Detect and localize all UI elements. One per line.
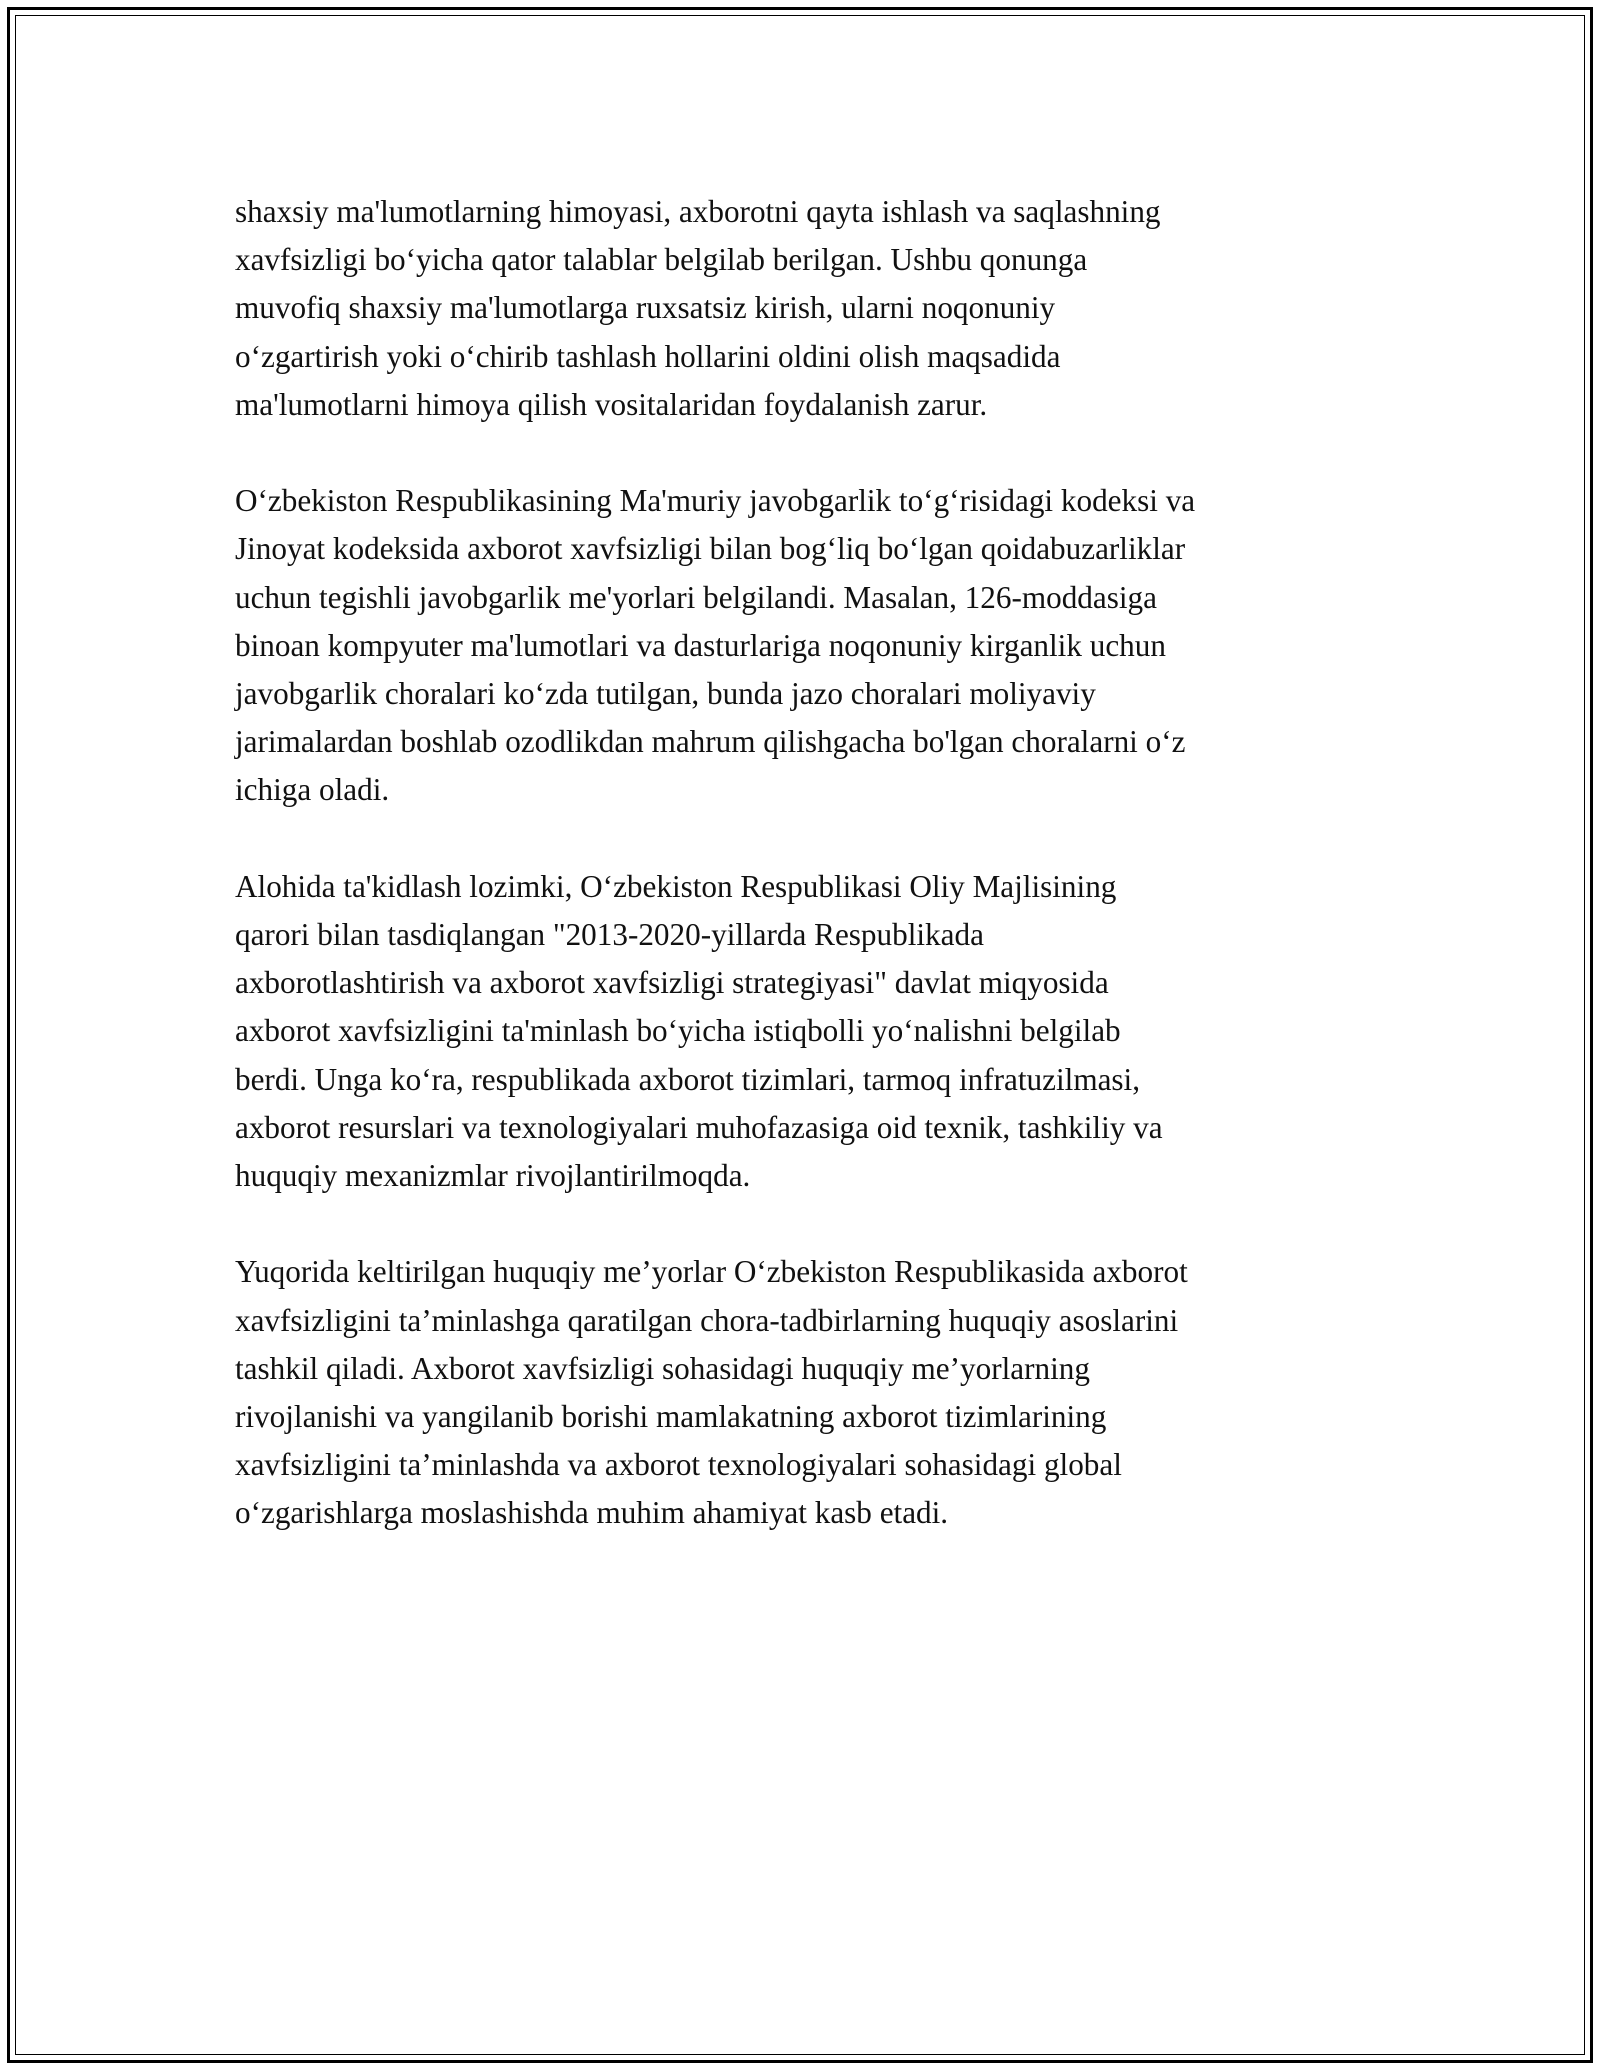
text-line: Jinoyat kodeksida axborot xavfsizligi bilan bog‘liq bo‘lgan qoidabuzarliklar [235, 531, 1186, 567]
text-line: O‘zbekiston Respublikasining Ma'muriy javobgarlik to‘g‘risidagi kodeksi va [235, 483, 1196, 519]
text-line: rivojlanishi va yangilanib borishi mamlakatning axborot tizimlarining [235, 1399, 1107, 1435]
text-line: axborotlashtirish va axborot xavfsizligi strategiyasi" davlat miqyosida [235, 965, 1109, 1001]
text-line: ichiga oladi. [235, 772, 390, 808]
paragraph-2 [235, 477, 1385, 814]
text-line: huquqiy mexanizmlar rivojlantirilmoqda. [235, 1158, 751, 1194]
text-line: Yuqorida keltirilgan huquqiy me’yorlar O‘zbekiston Respublikasida axborot [235, 1254, 1188, 1290]
text-line: axborot xavfsizligini ta'minlash bo‘yicha istiqbolli yo‘nalishni belgilab [235, 1013, 1121, 1049]
text-line: jarimalardan boshlab ozodlikdan mahrum qilishgacha bo'lgan choralarni o‘z [235, 724, 1186, 760]
text-line: xavfsizligini ta’minlashga qaratilgan chora-tadbirlarning huquqiy asoslarini [235, 1302, 1179, 1338]
paragraph-1 [235, 188, 1385, 429]
text-line: berdi. Unga ko‘ra, respublikada axborot tizimlari, tarmoq infratuzilmasi, [235, 1061, 1141, 1097]
text-line: Alohida ta'kidlash lozimki, O‘zbekiston Respublikasi Oliy Majlisining [235, 868, 1117, 904]
text-line: binoan kompyuter ma'lumotlari va dasturlariga noqonuniy kirganlik uchun [235, 627, 1166, 663]
text-line: qarori bilan tasdiqlangan "2013-2020-yillarda Respublikada [235, 917, 984, 953]
text-line: xavfsizligi bo‘yicha qator talablar belgilab berilgan. Ushbu qonunga [235, 242, 1088, 278]
text-line: shaxsiy ma'lumotlarning himoyasi, axborotni qayta ishlash va saqlashning [235, 194, 1161, 229]
text-line: uchun tegishli javobgarlik me'yorlari belgilandi. Masalan, 126-moddasiga [235, 579, 1157, 615]
document-body [235, 188, 1385, 1538]
text-line: ma'lumotlarni himoya qilish vositalaridan foydalanish zarur. [235, 386, 988, 422]
text-line: o‘zgartirish yoki o‘chirib tashlash hollarini oldini olish maqsadida [235, 338, 1061, 374]
paragraph-4 [235, 1248, 1385, 1537]
text-line: o‘zgarishlarga moslashishda muhim ahamiyat kasb etadi. [235, 1495, 949, 1531]
text-line: tashkil qiladi. Axborot xavfsizligi sohasidagi huquqiy me’yorlarning [235, 1350, 1090, 1386]
text-line: axborot resurslari va texnologiyalari muhofazasiga oid texnik, tashkiliy va [235, 1109, 1163, 1145]
text-line: muvofiq shaxsiy ma'lumotlarga ruxsatsiz kirish, ularni noqonuniy [235, 290, 1056, 326]
text-line: javobgarlik choralari ko‘zda tutilgan, bunda jazo choralari moliyaviy [235, 676, 1096, 712]
paragraph-3 [235, 863, 1385, 1200]
text-line: xavfsizligini ta’minlashda va axborot texnologiyalari sohasidagi global [235, 1447, 1122, 1483]
